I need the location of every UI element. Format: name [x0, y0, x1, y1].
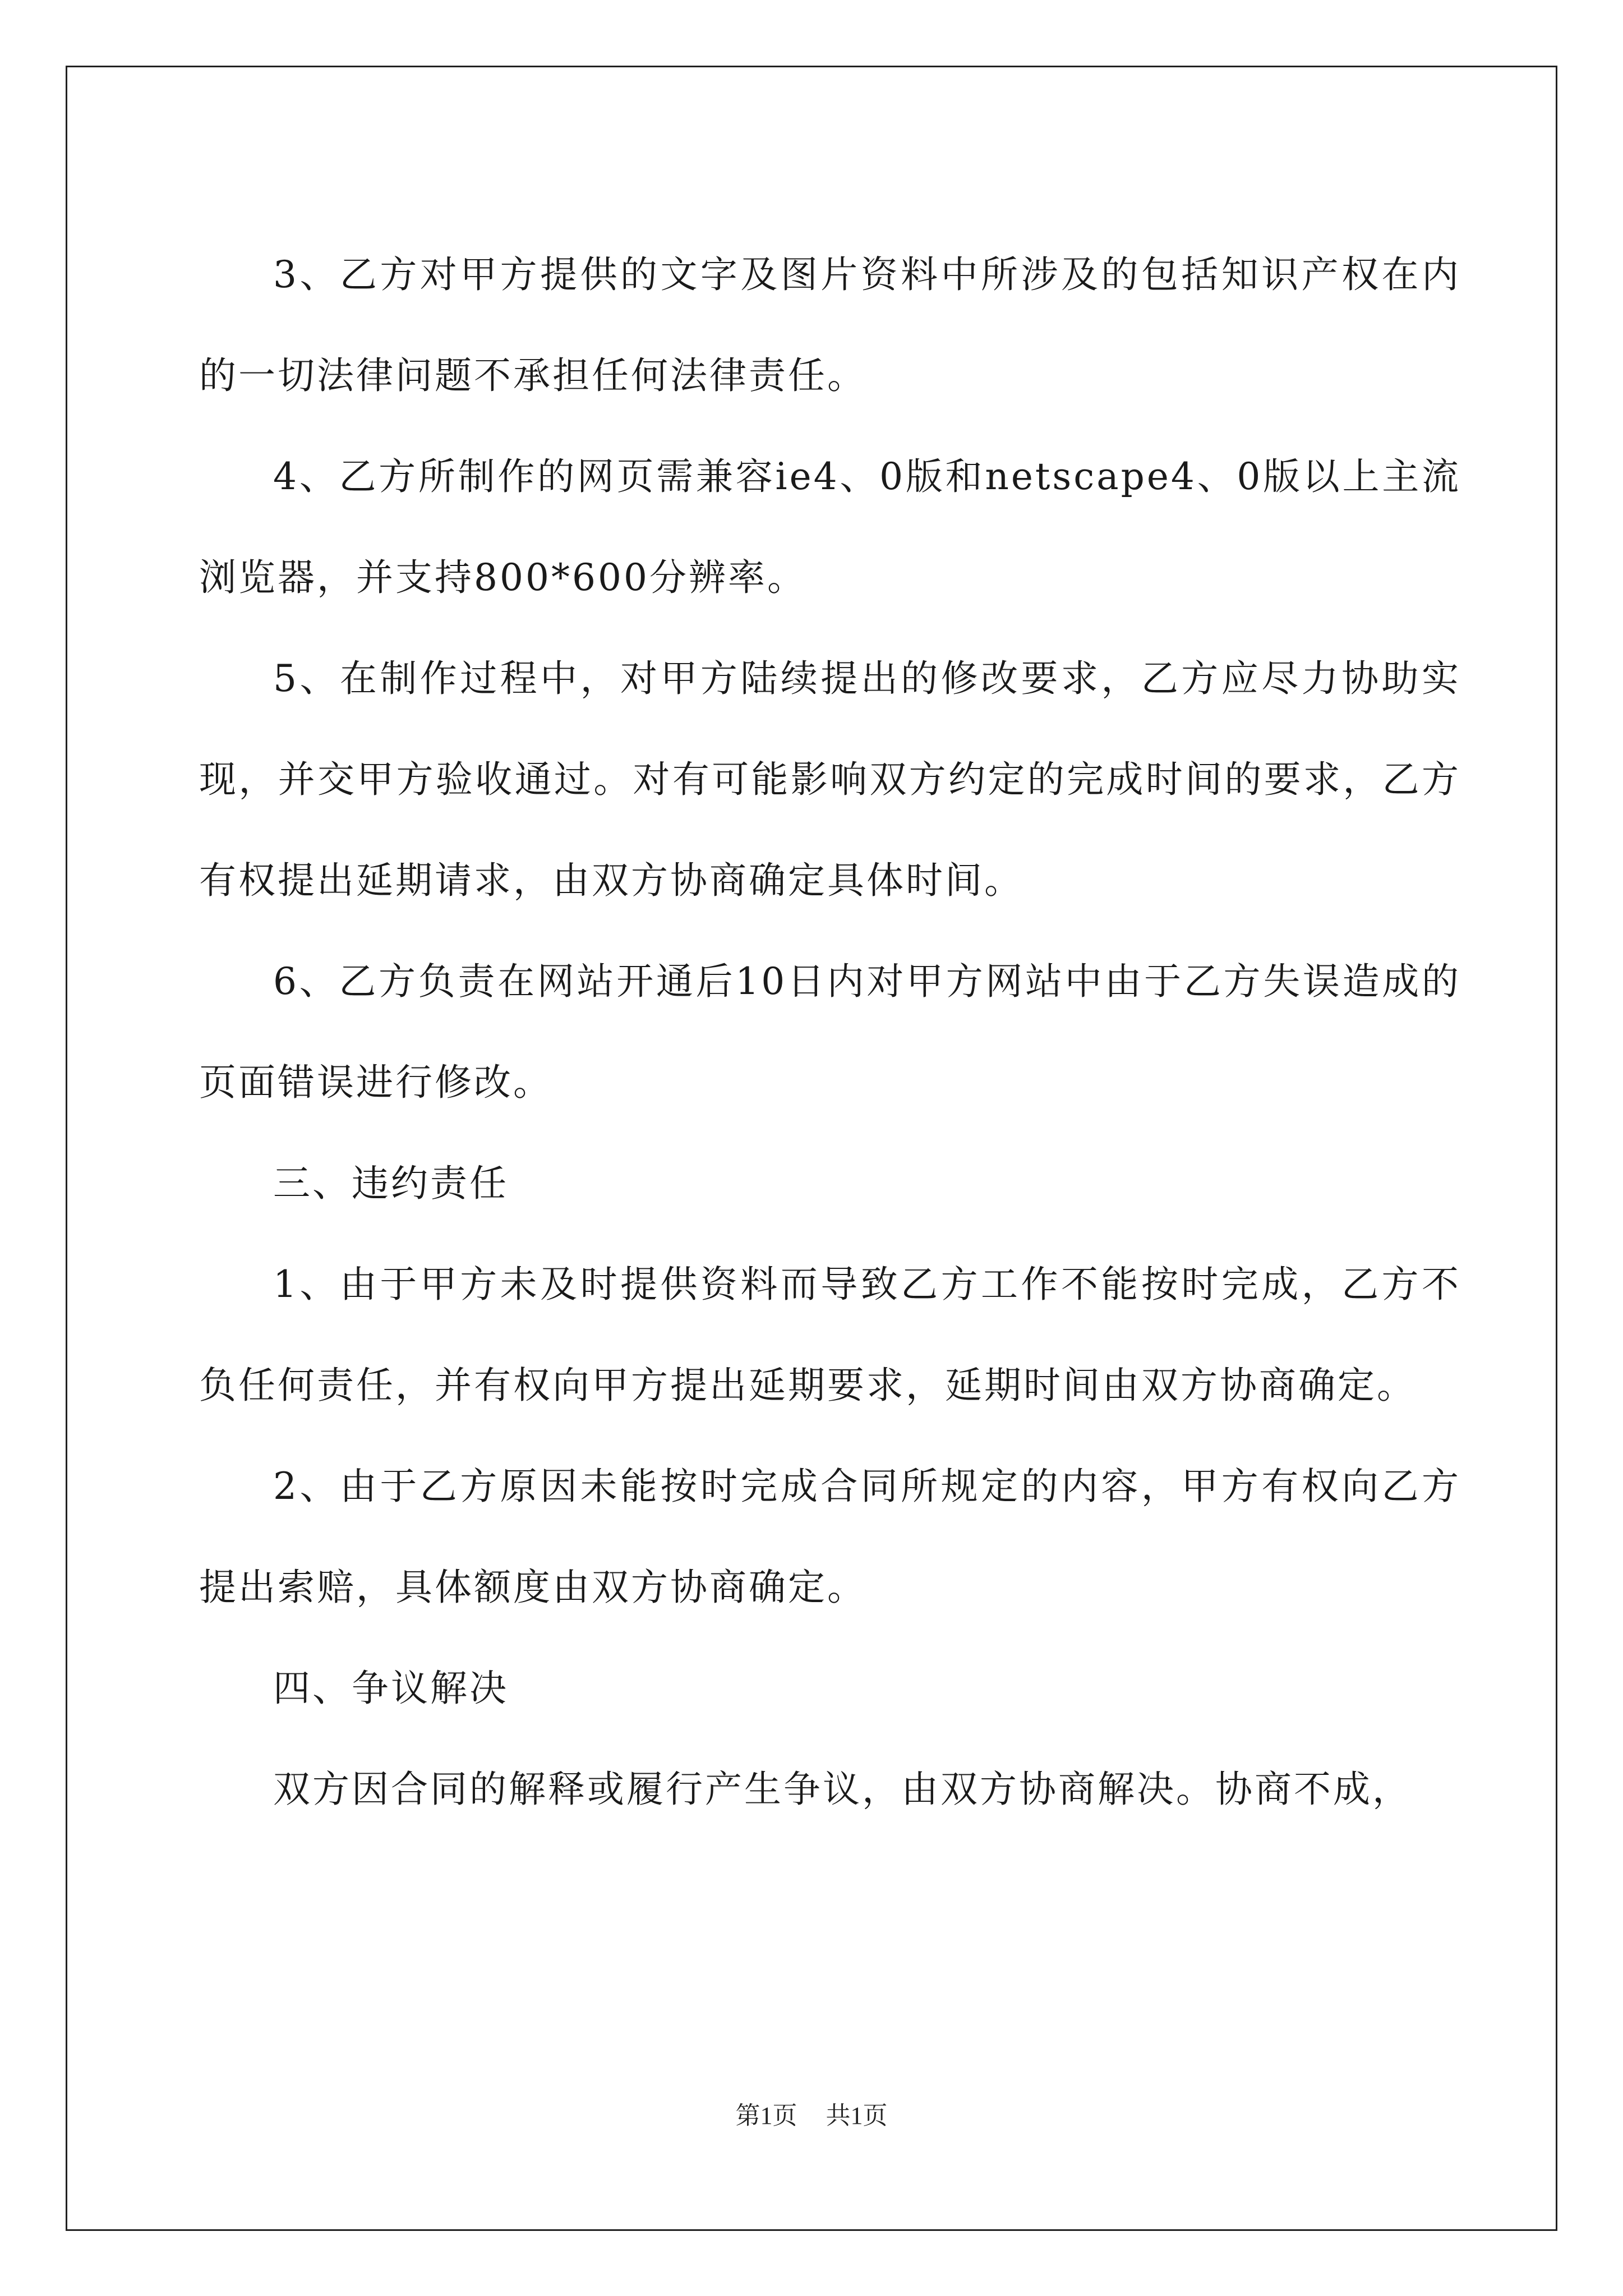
clause-6: 6、乙方负责在网站开通后10日内对甲方网站中由于乙方失误造成的页面错误进行修改。: [199, 960, 1461, 1104]
dispute-clause: 双方因合同的解释或履行产生争议，由双方协商解决。协商不成，: [273, 1768, 1412, 1811]
breach-clause-1: 1、由于甲方未及时提供资料而导致乙方工作不能按时完成，乙方不负任何责任，并有权向甲方提出延期要求，延期时间由双方协商确定。: [199, 1263, 1461, 1407]
clause-3: 3、乙方对甲方提供的文字及图片资料中所涉及的包括知识产权在内的一切法律问题不承担任何法律责任。: [199, 253, 1461, 397]
page-footer: [0, 2095, 1623, 2131]
clause-4: 4、乙方所制作的网页需兼容ie4、0版和netscape4、0版以上主流浏览器，并支持800*600分辨率。: [199, 455, 1461, 599]
page-number: 第1页: [735, 2102, 797, 2129]
section-heading-dispute: 四、争议解决: [273, 1667, 509, 1710]
page-total: 共1页: [826, 2102, 888, 2129]
document-body: [199, 224, 1461, 1840]
breach-clause-2: 2、由于乙方原因未能按时完成合同所规定的内容，甲方有权向乙方提出索赔，具体额度由双方协商确定。: [199, 1465, 1461, 1609]
clause-5: 5、在制作过程中，对甲方陆续提出的修改要求，乙方应尽力协助实现，并交甲方验收通过。对有可能影响双方约定的完成时间的要求，乙方有权提出延期请求，由双方协商确定具体时间。: [199, 657, 1461, 902]
section-heading-breach: 三、违约责任: [273, 1162, 509, 1205]
